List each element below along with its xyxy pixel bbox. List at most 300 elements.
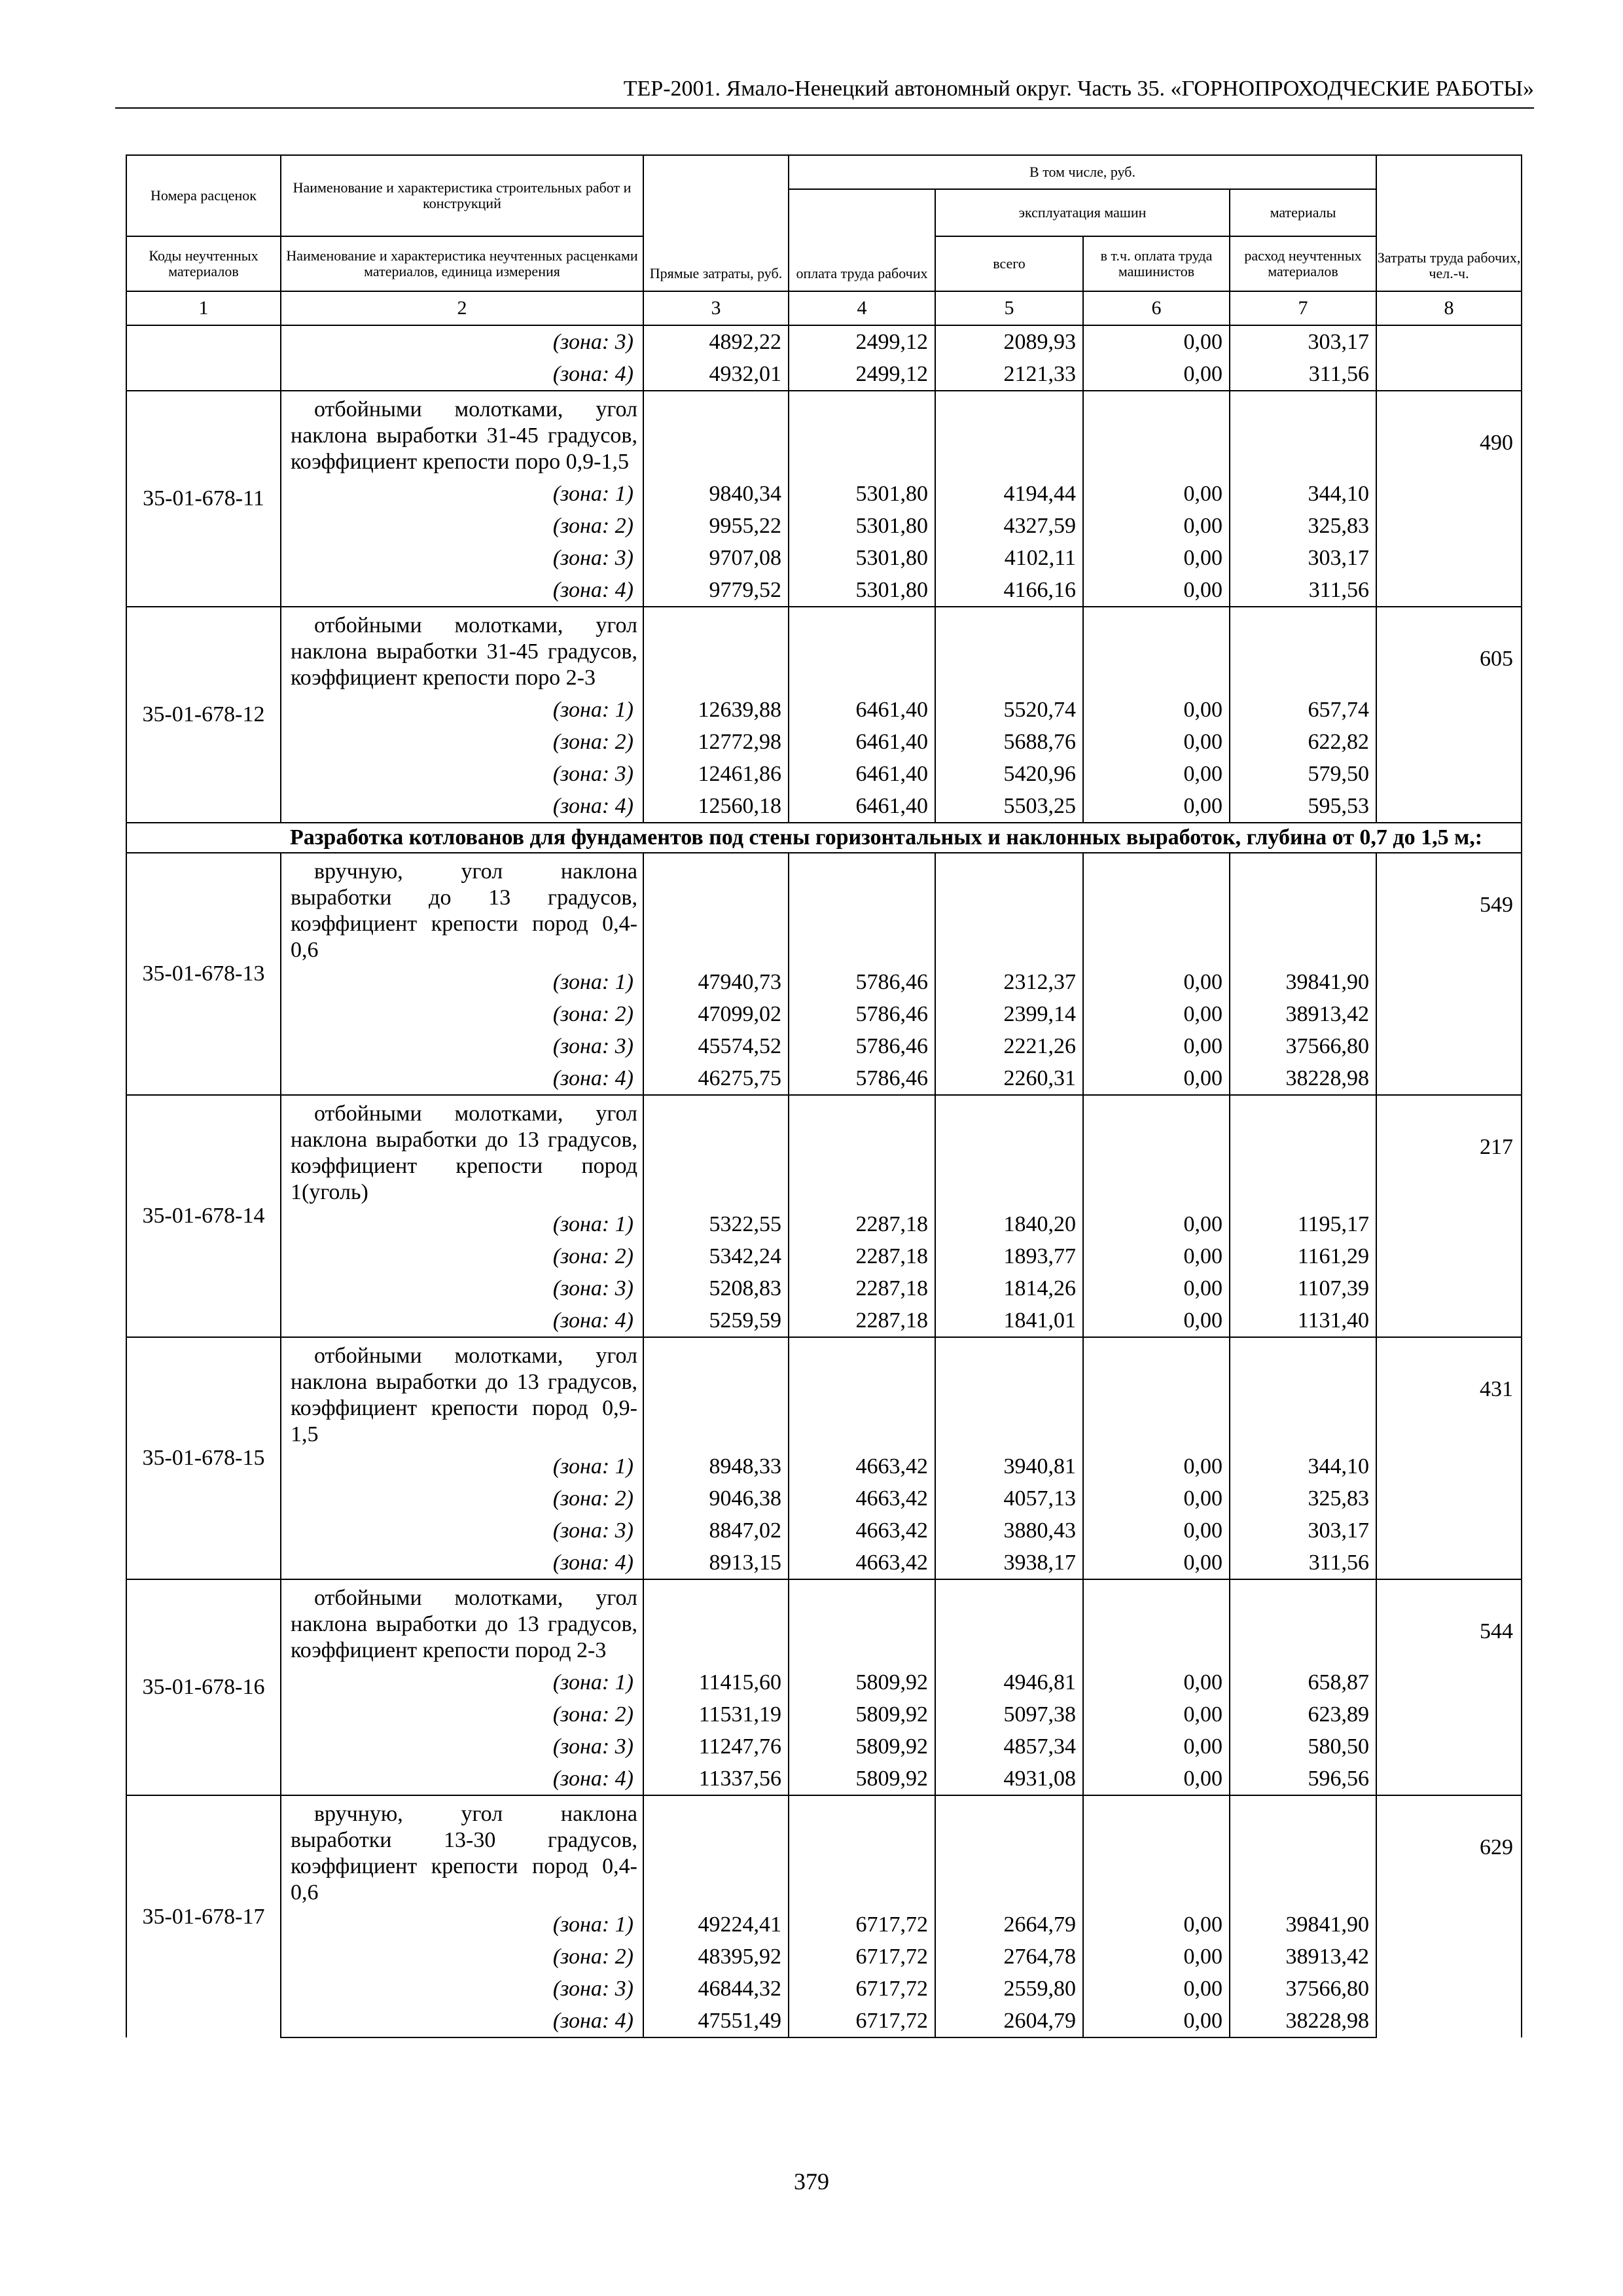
operators-wages: 0,00 (1083, 478, 1230, 510)
direct-cost: 5259,59 (643, 1304, 789, 1337)
zone-label: (зона: 4) (281, 358, 643, 391)
direct-cost: 11247,76 (643, 1731, 789, 1763)
operators-wages: 0,00 (1083, 1515, 1230, 1547)
zone-label: (зона: 4) (281, 1547, 643, 1579)
materials-cost: 344,10 (1230, 478, 1376, 510)
machines-total: 4102,11 (935, 542, 1083, 574)
operators-wages: 0,00 (1083, 542, 1230, 574)
rate-code-cell (126, 358, 281, 391)
zone-label: (зона: 4) (281, 574, 643, 607)
work-description: вручную, угол наклона выработки 13-30 градусов, коэффициент крепости пород 0,4-0,6 (281, 1795, 643, 1909)
wages: 2287,18 (789, 1304, 935, 1337)
materials-cost: 595,53 (1230, 790, 1376, 823)
materials-cost: 1195,17 (1230, 1208, 1376, 1240)
zone-label: (зона: 1) (281, 478, 643, 510)
materials-cost: 38913,42 (1230, 998, 1376, 1030)
materials-cost: 38913,42 (1230, 1941, 1376, 1973)
running-header: ТЕР-2001. Ямало-Ненецкий автономный округ. Часть 35. «ГОРНОПРОХОДЧЕСКИЕ РАБОТЫ» (623, 77, 1534, 101)
direct-cost: 9707,08 (643, 542, 789, 574)
direct-cost: 12639,88 (643, 694, 789, 726)
operators-wages: 0,00 (1083, 510, 1230, 542)
rate-code: 35-01-678-15 (126, 1337, 281, 1579)
machines-total: 2312,37 (935, 966, 1083, 998)
direct-cost: 4932,01 (643, 358, 789, 391)
empty-cell (935, 391, 1083, 478)
machines-total: 4166,16 (935, 574, 1083, 607)
direct-cost: 46275,75 (643, 1062, 789, 1095)
direct-cost: 11415,60 (643, 1666, 789, 1698)
machines-total: 1893,77 (935, 1240, 1083, 1272)
machines-total: 5503,25 (935, 790, 1083, 823)
wages: 5809,92 (789, 1666, 935, 1698)
materials-cost: 325,83 (1230, 1482, 1376, 1515)
header-materials: материалы (1230, 189, 1376, 236)
wages: 4663,42 (789, 1450, 935, 1482)
materials-cost: 303,17 (1230, 542, 1376, 574)
machines-total: 5688,76 (935, 726, 1083, 758)
table-row (126, 1272, 1522, 1304)
operators-wages: 0,00 (1083, 1272, 1230, 1304)
machines-total: 2399,14 (935, 998, 1083, 1030)
direct-cost: 4892,22 (643, 325, 789, 358)
table-row (126, 358, 1522, 391)
zone-label: (зона: 1) (281, 1450, 643, 1482)
wages: 5301,80 (789, 542, 935, 574)
operators-wages: 0,00 (1083, 1208, 1230, 1240)
table-row (126, 1208, 1522, 1240)
work-description: отбойными молотками, угол наклона выработки 31-45 градусов, коэффициент крепости поро 0,9-1,5 (281, 391, 643, 478)
operators-wages: 0,00 (1083, 1030, 1230, 1062)
table-row (126, 1941, 1522, 1973)
machines-total: 2604,79 (935, 2005, 1083, 2037)
table-row (126, 790, 1522, 823)
operators-wages: 0,00 (1083, 1482, 1230, 1515)
wages: 5809,92 (789, 1698, 935, 1731)
materials-cost: 1107,39 (1230, 1272, 1376, 1304)
table-row (126, 1795, 1522, 1909)
direct-cost: 9955,22 (643, 510, 789, 542)
materials-cost: 344,10 (1230, 1450, 1376, 1482)
operators-wages: 0,00 (1083, 1763, 1230, 1795)
section-title: Разработка котлованов для фундаментов под стены горизонтальных и наклонных выработок, глубина от 0,7 до 1,5 м,: (281, 823, 1522, 853)
direct-cost: 9046,38 (643, 1482, 789, 1515)
materials-cost: 622,82 (1230, 726, 1376, 758)
labor-value: 431 (1376, 1337, 1522, 1579)
wages: 2499,12 (789, 358, 935, 391)
price-table (126, 154, 1522, 2038)
table-row (126, 1698, 1522, 1731)
work-description: отбойными молотками, угол наклона выработки до 13 градусов, коэффициент крепости пород 1(уголь) (281, 1095, 643, 1208)
machines-total: 2559,80 (935, 1973, 1083, 2005)
zone-label: (зона: 3) (281, 758, 643, 790)
rate-code: 35-01-678-14 (126, 1095, 281, 1337)
machines-total: 4931,08 (935, 1763, 1083, 1795)
empty-cell (789, 391, 935, 478)
materials-cost: 303,17 (1230, 1515, 1376, 1547)
zone-label: (зона: 2) (281, 1482, 643, 1515)
empty-cell (935, 1579, 1083, 1666)
materials-cost: 39841,90 (1230, 966, 1376, 998)
materials-cost: 580,50 (1230, 1731, 1376, 1763)
operators-wages: 0,00 (1083, 790, 1230, 823)
work-description: отбойными молотками, угол наклона выработки до 13 градусов, коэффициент крепости пород 0,9-1,5 (281, 1337, 643, 1450)
table-row (126, 1304, 1522, 1337)
zone-label: (зона: 3) (281, 1272, 643, 1304)
zone-label: (зона: 3) (281, 1030, 643, 1062)
empty-cell (1230, 1579, 1376, 1666)
zone-label: (зона: 3) (281, 325, 643, 358)
machines-total: 3880,43 (935, 1515, 1083, 1547)
machines-total: 4327,59 (935, 510, 1083, 542)
table-row (126, 607, 1522, 694)
machines-total: 2221,26 (935, 1030, 1083, 1062)
zone-label: (зона: 1) (281, 966, 643, 998)
rate-code: 35-01-678-17 (126, 1795, 281, 2037)
col-number: 2 (281, 291, 643, 325)
table-row (126, 1731, 1522, 1763)
machines-total: 5420,96 (935, 758, 1083, 790)
direct-cost: 12560,18 (643, 790, 789, 823)
machines-total: 5097,38 (935, 1698, 1083, 1731)
wages: 5786,46 (789, 998, 935, 1030)
zone-label: (зона: 1) (281, 1666, 643, 1698)
materials-cost: 311,56 (1230, 1547, 1376, 1579)
table-body-after (126, 853, 1522, 2037)
machines-total: 2764,78 (935, 1941, 1083, 1973)
direct-cost: 9779,52 (643, 574, 789, 607)
rate-code: 35-01-678-13 (126, 853, 281, 1095)
labor-value: 490 (1376, 391, 1522, 607)
rate-code: 35-01-678-16 (126, 1579, 281, 1795)
empty-cell (1083, 853, 1230, 966)
operators-wages: 0,00 (1083, 758, 1230, 790)
zone-label: (зона: 3) (281, 542, 643, 574)
materials-cost: 579,50 (1230, 758, 1376, 790)
zone-label: (зона: 1) (281, 1208, 643, 1240)
machines-total: 4857,34 (935, 1731, 1083, 1763)
page-number: 379 (794, 2168, 829, 2195)
wages: 6461,40 (789, 758, 935, 790)
empty-cell (643, 1795, 789, 1909)
empty-cell (643, 1579, 789, 1666)
operators-wages: 0,00 (1083, 1698, 1230, 1731)
materials-cost: 38228,98 (1230, 2005, 1376, 2037)
zone-label: (зона: 2) (281, 1941, 643, 1973)
table-row (126, 853, 1522, 966)
labor-value: 605 (1376, 607, 1522, 823)
table-row (126, 758, 1522, 790)
direct-cost: 45574,52 (643, 1030, 789, 1062)
wages: 2499,12 (789, 325, 935, 358)
zone-label: (зона: 4) (281, 790, 643, 823)
zone-label: (зона: 2) (281, 510, 643, 542)
table-row (126, 1973, 1522, 2005)
table-row (126, 574, 1522, 607)
materials-cost: 657,74 (1230, 694, 1376, 726)
empty-cell (643, 853, 789, 966)
direct-cost: 12461,86 (643, 758, 789, 790)
materials-cost: 1161,29 (1230, 1240, 1376, 1272)
machines-total: 1814,26 (935, 1272, 1083, 1304)
materials-cost: 596,56 (1230, 1763, 1376, 1795)
materials-cost: 658,87 (1230, 1666, 1376, 1698)
zone-label: (зона: 3) (281, 1973, 643, 2005)
machines-total: 3938,17 (935, 1547, 1083, 1579)
wages: 4663,42 (789, 1515, 935, 1547)
header-incl-operators: в т.ч. оплата труда машинистов (1083, 236, 1230, 291)
labor-cell (1376, 325, 1522, 358)
materials-cost: 623,89 (1230, 1698, 1376, 1731)
materials-cost: 325,83 (1230, 510, 1376, 542)
col-number: 5 (935, 291, 1083, 325)
col-number: 3 (643, 291, 789, 325)
direct-cost: 48395,92 (643, 1941, 789, 1973)
empty-cell (935, 1795, 1083, 1909)
materials-cost: 37566,80 (1230, 1030, 1376, 1062)
table-row (126, 998, 1522, 1030)
operators-wages: 0,00 (1083, 1731, 1230, 1763)
wages: 2287,18 (789, 1272, 935, 1304)
table-row (126, 510, 1522, 542)
direct-cost: 12772,98 (643, 726, 789, 758)
empty-cell (789, 1795, 935, 1909)
table-row (126, 1240, 1522, 1272)
zone-label: (зона: 4) (281, 2005, 643, 2037)
empty-cell (643, 1095, 789, 1208)
wages: 6717,72 (789, 2005, 935, 2037)
direct-cost: 8913,15 (643, 1547, 789, 1579)
wages: 2287,18 (789, 1208, 935, 1240)
table-row (126, 1547, 1522, 1579)
empty-cell (1230, 853, 1376, 966)
table-row (126, 966, 1522, 998)
table-row (126, 726, 1522, 758)
empty-cell (789, 607, 935, 694)
col-number: 8 (1376, 291, 1522, 325)
direct-cost: 46844,32 (643, 1973, 789, 2005)
machines-total: 4194,44 (935, 478, 1083, 510)
operators-wages: 0,00 (1083, 1547, 1230, 1579)
col-number: 1 (126, 291, 281, 325)
machines-total: 2260,31 (935, 1062, 1083, 1095)
machines-total: 2664,79 (935, 1909, 1083, 1941)
wages: 6717,72 (789, 1941, 935, 1973)
wages: 5301,80 (789, 510, 935, 542)
wages: 6461,40 (789, 694, 935, 726)
direct-cost: 8847,02 (643, 1515, 789, 1547)
operators-wages: 0,00 (1083, 325, 1230, 358)
operators-wages: 0,00 (1083, 1909, 1230, 1941)
table-row (126, 1095, 1522, 1208)
direct-cost: 47099,02 (643, 998, 789, 1030)
table-row (126, 1666, 1522, 1698)
direct-cost: 49224,41 (643, 1909, 789, 1941)
zone-label: (зона: 4) (281, 1763, 643, 1795)
wages: 6461,40 (789, 726, 935, 758)
wages: 5786,46 (789, 1062, 935, 1095)
wages: 5786,46 (789, 966, 935, 998)
empty-cell (935, 853, 1083, 966)
machines-total: 2121,33 (935, 358, 1083, 391)
wages: 6717,72 (789, 1973, 935, 2005)
work-description: отбойными молотками, угол наклона выработки 31-45 градусов, коэффициент крепости поро 2-3 (281, 607, 643, 694)
header-material-name: Наименование и характеристика неучтенных расценками материалов, единица измерения (281, 236, 643, 291)
table-row (126, 391, 1522, 478)
operators-wages: 0,00 (1083, 574, 1230, 607)
wages: 2287,18 (789, 1240, 935, 1272)
direct-cost: 47551,49 (643, 2005, 789, 2037)
direct-cost: 11337,56 (643, 1763, 789, 1795)
operators-wages: 0,00 (1083, 966, 1230, 998)
operators-wages: 0,00 (1083, 998, 1230, 1030)
col-number: 6 (1083, 291, 1230, 325)
table-row (126, 1062, 1522, 1095)
work-description: вручную, угол наклона выработки до 13 градусов, коэффициент крепости пород 0,4-0,6 (281, 853, 643, 966)
direct-cost: 11531,19 (643, 1698, 789, 1731)
materials-cost: 39841,90 (1230, 1909, 1376, 1941)
labor-value: 217 (1376, 1095, 1522, 1337)
header-machines: эксплуатация машин (935, 189, 1230, 236)
operators-wages: 0,00 (1083, 1666, 1230, 1698)
wages: 4663,42 (789, 1482, 935, 1515)
col-number: 4 (789, 291, 935, 325)
machines-total: 5520,74 (935, 694, 1083, 726)
table-row (126, 1337, 1522, 1450)
header-machines-total: всего (935, 236, 1083, 291)
wages: 5301,80 (789, 574, 935, 607)
table-row (126, 694, 1522, 726)
header-work-name: Наименование и характеристика строительных работ и конструкций (281, 155, 643, 236)
table-row (126, 1450, 1522, 1482)
operators-wages: 0,00 (1083, 1062, 1230, 1095)
materials-cost: 311,56 (1230, 358, 1376, 391)
direct-cost: 9840,34 (643, 478, 789, 510)
zone-label: (зона: 1) (281, 1909, 643, 1941)
zone-label: (зона: 3) (281, 1515, 643, 1547)
header-direct-costs: Прямые затраты, руб. (643, 155, 789, 291)
header-codes: Коды неучтенных материалов (126, 236, 281, 291)
empty-cell (1230, 1095, 1376, 1208)
header-in-total: В том числе, руб. (789, 155, 1376, 189)
table-row (126, 1909, 1522, 1941)
header-rate-numbers: Номера расценок (126, 155, 281, 236)
direct-cost: 5342,24 (643, 1240, 789, 1272)
header-rule (115, 107, 1534, 109)
wages: 6717,72 (789, 1909, 935, 1941)
empty-cell (1083, 1095, 1230, 1208)
rate-code: 35-01-678-12 (126, 607, 281, 823)
rate-code: 35-01-678-11 (126, 391, 281, 607)
zone-label: (зона: 2) (281, 998, 643, 1030)
zone-label: (зона: 2) (281, 1240, 643, 1272)
section-spacer (126, 823, 281, 853)
labor-value: 629 (1376, 1795, 1522, 2037)
table-row (126, 1579, 1522, 1666)
machines-total: 1841,01 (935, 1304, 1083, 1337)
labor-value: 549 (1376, 853, 1522, 1095)
header-material-use: расход неучтенных материалов (1230, 236, 1376, 291)
table-row (126, 1763, 1522, 1795)
empty-cell (1083, 607, 1230, 694)
operators-wages: 0,00 (1083, 726, 1230, 758)
materials-cost: 303,17 (1230, 325, 1376, 358)
empty-cell (643, 1337, 789, 1450)
empty-cell (1083, 1795, 1230, 1909)
wages: 5301,80 (789, 478, 935, 510)
wages: 5809,92 (789, 1763, 935, 1795)
empty-cell (789, 1579, 935, 1666)
machines-total: 1840,20 (935, 1208, 1083, 1240)
table-row (126, 2005, 1522, 2037)
empty-cell (789, 1337, 935, 1450)
operators-wages: 0,00 (1083, 1941, 1230, 1973)
operators-wages: 0,00 (1083, 2005, 1230, 2037)
empty-cell (935, 607, 1083, 694)
operators-wages: 0,00 (1083, 1304, 1230, 1337)
table-row (126, 478, 1522, 510)
empty-cell (1230, 391, 1376, 478)
section-heading-body (126, 823, 1522, 853)
empty-cell (935, 1095, 1083, 1208)
empty-cell (1083, 391, 1230, 478)
empty-cell (1230, 1337, 1376, 1450)
labor-value: 544 (1376, 1579, 1522, 1795)
machines-total: 3940,81 (935, 1450, 1083, 1482)
table-row (126, 1515, 1522, 1547)
materials-cost: 37566,80 (1230, 1973, 1376, 2005)
direct-cost: 8948,33 (643, 1450, 789, 1482)
operators-wages: 0,00 (1083, 1450, 1230, 1482)
operators-wages: 0,00 (1083, 1240, 1230, 1272)
table-row (126, 542, 1522, 574)
zone-label: (зона: 4) (281, 1304, 643, 1337)
header-labor: Затраты труда рабочих, чел.-ч. (1376, 155, 1522, 291)
section-row (126, 823, 1522, 853)
direct-cost: 5322,55 (643, 1208, 789, 1240)
empty-cell (643, 391, 789, 478)
table-row (126, 1030, 1522, 1062)
zone-label: (зона: 3) (281, 1731, 643, 1763)
table-row (126, 1482, 1522, 1515)
wages: 6461,40 (789, 790, 935, 823)
wages: 5809,92 (789, 1731, 935, 1763)
rate-code-cell (126, 325, 281, 358)
empty-cell (935, 1337, 1083, 1450)
empty-cell (643, 607, 789, 694)
empty-cell (789, 853, 935, 966)
materials-cost: 311,56 (1230, 574, 1376, 607)
table-body-before (126, 325, 1522, 823)
direct-cost: 5208,83 (643, 1272, 789, 1304)
zone-label: (зона: 4) (281, 1062, 643, 1095)
empty-cell (1083, 1337, 1230, 1450)
empty-cell (789, 1095, 935, 1208)
machines-total: 4946,81 (935, 1666, 1083, 1698)
labor-cell (1376, 358, 1522, 391)
machines-total: 4057,13 (935, 1482, 1083, 1515)
operators-wages: 0,00 (1083, 694, 1230, 726)
wages: 5786,46 (789, 1030, 935, 1062)
empty-cell (1230, 1795, 1376, 1909)
machines-total: 2089,93 (935, 325, 1083, 358)
zone-label: (зона: 1) (281, 694, 643, 726)
table-row (126, 325, 1522, 358)
operators-wages: 0,00 (1083, 358, 1230, 391)
materials-cost: 38228,98 (1230, 1062, 1376, 1095)
operators-wages: 0,00 (1083, 1973, 1230, 2005)
zone-label: (зона: 2) (281, 1698, 643, 1731)
direct-cost: 47940,73 (643, 966, 789, 998)
